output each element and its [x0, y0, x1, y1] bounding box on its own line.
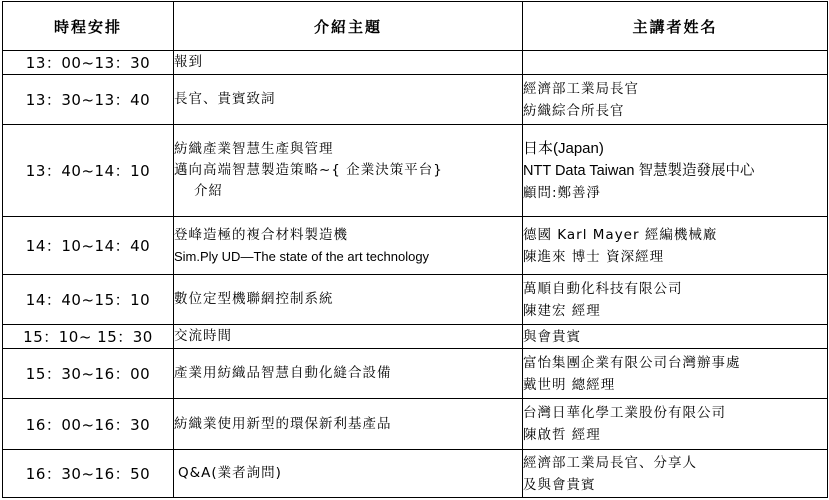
- speaker-line: 與會貴賓: [523, 328, 581, 345]
- speaker-cell: [523, 51, 828, 75]
- speaker-cell: [523, 349, 828, 399]
- speaker-cell: [523, 217, 828, 275]
- topic-line: 登峰造極的複合材料製造機: [174, 226, 348, 243]
- topic-line: Sim.Ply UD—The state of the art technology: [174, 248, 430, 264]
- table-row: [3, 51, 828, 75]
- speaker-line: 德國 Karl Mayer 經編機械廠: [523, 226, 718, 243]
- header-speaker: 主講者姓名: [523, 2, 828, 51]
- speaker-line: NTT Data Taiwan 智慧製造發展中心: [523, 162, 755, 179]
- speaker-cell: [523, 275, 828, 325]
- table-row: [3, 275, 828, 325]
- topic-cell: [174, 75, 523, 125]
- topic-cell: [174, 125, 523, 217]
- speaker-line: 陳進來 博士 資深經理: [523, 248, 665, 265]
- time-cell: 15：30~16：00: [3, 349, 174, 399]
- topic-cell: [174, 217, 523, 275]
- speaker-line: 經濟部工業局長官、分享人: [523, 454, 697, 471]
- speaker-cell: [523, 75, 828, 125]
- topic-line: 產業用紡織品智慧自動化縫合設備: [174, 365, 392, 381]
- topic-cell: [174, 349, 523, 399]
- table-row: [3, 349, 828, 399]
- topic-line: Q&A(業者詢問): [178, 465, 282, 481]
- speaker-line: 及與會貴賓: [523, 476, 596, 493]
- table-row: [3, 75, 828, 125]
- speaker-line: 台灣日華化學工業股份有限公司: [523, 405, 726, 421]
- topic-line: 介紹: [194, 183, 223, 199]
- time-cell: 15：10~ 15：30: [3, 325, 174, 349]
- speaker-line: 陳啟哲 經理: [523, 427, 601, 443]
- header-time: 時程安排: [3, 2, 174, 51]
- time-cell: 13：40~14：10: [3, 125, 174, 217]
- topic-cell: [174, 51, 523, 75]
- table-row: [3, 325, 828, 349]
- header-topic: 介紹主題: [174, 2, 523, 51]
- table-row: [3, 450, 828, 498]
- topic-cell: [174, 450, 523, 498]
- speaker-line: 紡織綜合所長官: [523, 102, 625, 119]
- topic-line: 長官、貴賓致詞: [174, 91, 276, 107]
- time-cell: 13：00~13：30: [3, 51, 174, 75]
- time-cell: 14：40~15：10: [3, 275, 174, 325]
- topic-cell: [174, 275, 523, 325]
- speaker-line: 富怡集團企業有限公司台灣辦事處: [523, 354, 741, 371]
- speaker-line: 經濟部工業局長官: [523, 80, 639, 97]
- table-row: [3, 125, 828, 217]
- schedule-table: [2, 1, 828, 498]
- speaker-cell: [523, 399, 828, 450]
- speaker-line: 戴世明 總經理: [523, 376, 616, 393]
- speaker-cell: [523, 325, 828, 349]
- topic-line: 邁向高端智慧製造策略~{ 企業決策平台}: [174, 162, 443, 178]
- speaker-cell: [523, 450, 828, 498]
- topic-line: 紡織產業智慧生產與管理: [174, 141, 334, 157]
- time-cell: 16：00~16：30: [3, 399, 174, 450]
- time-cell: 13：30~13：40: [3, 75, 174, 125]
- topic-cell: [174, 325, 523, 349]
- table-row: [3, 399, 828, 450]
- topic-line: 數位定型機聯網控制系統: [174, 291, 334, 307]
- time-cell: 16：30~16：50: [3, 450, 174, 498]
- time-cell: 14：10~14：40: [3, 217, 174, 275]
- speaker-line: 日本(Japan): [523, 139, 604, 157]
- topic-line: 報到: [174, 54, 203, 70]
- header-row: [3, 2, 828, 51]
- topic-line: 交流時間: [174, 328, 232, 344]
- topic-line: 紡織業使用新型的環保新利基產品: [174, 415, 392, 432]
- table-row: [3, 217, 828, 275]
- speaker-line: 顧問:鄭善淨: [523, 184, 602, 201]
- topic-cell: [174, 399, 523, 450]
- speaker-cell: [523, 125, 828, 217]
- speaker-line: 萬順自動化科技有限公司: [523, 280, 683, 297]
- speaker-line: 陳建宏 經理: [523, 302, 601, 319]
